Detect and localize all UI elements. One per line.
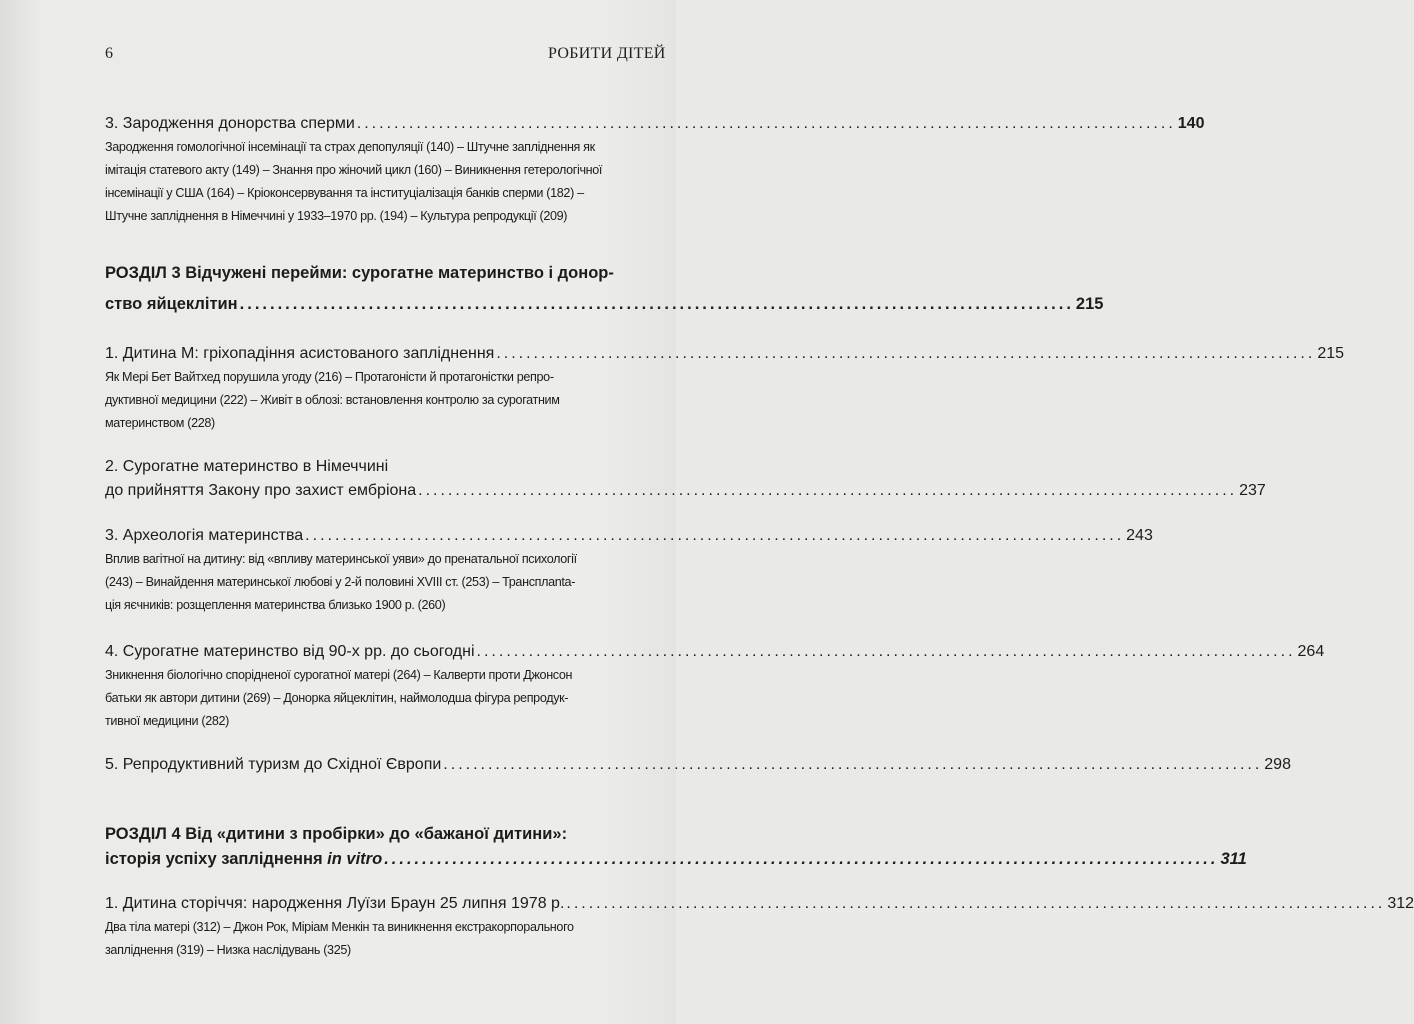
chapter-page: 311 [1220, 850, 1247, 868]
entry-subtopics: імітація статевого акту (149) – Знання про жіночий цикл (160) – Виникнення гетерологічної [105, 163, 603, 177]
entry-subtopics: Зникнення біологічно спорідненої сурогатної матері (264) – Калверти проти Джонсон [105, 668, 573, 682]
entry-page: 243 [1126, 527, 1153, 544]
entry-subtopics: материнством (228) [105, 416, 215, 430]
entry-title: 3. Археологія материнства [105, 527, 304, 544]
chapter-4-heading [105, 822, 1247, 872]
dot-leader [566, 892, 1385, 916]
toc-entry-4-1 [105, 892, 1414, 962]
dot-leader [384, 847, 1218, 872]
entry-page: 264 [1297, 643, 1325, 660]
chapter-3-heading [105, 261, 1104, 317]
entry-title: 3. Зародження донорства сперми [105, 115, 355, 132]
entry-title: 2. Сурогатне материнство в Німеччині [105, 458, 389, 475]
entry-page: 215 [1317, 345, 1345, 362]
entry-subtopics: інсемінації у США (164) – Кріоконсервування та інституціалізація банків сперми (182) – [105, 186, 584, 200]
entry-subtopics: батьки як автори дитини (269) – Донорка яйцеклітин, наймолодша фігура репродук- [105, 691, 569, 705]
entry-subtopics: Зародження гомологічної інсемінації та страх депопуляції (140) – Штучне запліднення як [105, 140, 595, 154]
chapter-title: РОЗДІЛ 3 Відчужені перейми: сурогатне материнство і донор- [105, 264, 614, 282]
chapter-title-cont: історія успіху запліднення [105, 850, 323, 868]
entry-subtopics: дуктивної медицини (222) – Живіт в облозі: встановлення контролю за сурогатним [105, 393, 560, 407]
entry-subtopics: тивної медицини (282) [105, 714, 230, 728]
entry-subtopics: Два тіла матері (312) – Джон Рок, Міріам Менкін та виникнення екстракорпорального [105, 920, 574, 934]
entry-title: 1. Дитина сторіччя: народження Луїзи Браун 25 липня 1978 р. [105, 895, 565, 912]
chapter-title-italic: in vitro [327, 850, 383, 868]
toc-entry-3-2 [105, 455, 1266, 503]
entry-subtopics: Штучне запліднення в Німеччині у 1933–1970 рр. (194) – Культура репродукції (209) [105, 209, 568, 223]
toc-entry-3-4 [105, 640, 1325, 733]
running-title: РОБИТИ ДІТЕЙ [548, 45, 666, 62]
dot-leader [357, 112, 1176, 136]
chapter-title: РОЗДІЛ 4 Від «дитини з пробірки» до «бажаної дитини»: [105, 825, 568, 843]
dot-leader [418, 479, 1237, 503]
dot-leader [240, 292, 1074, 317]
entry-title: 1. Дитина М: гріхопадіння асистованого запліднення [105, 345, 495, 362]
dot-leader [477, 640, 1296, 664]
entry-subtopics: ція яєчників: розщеплення материнства близько 1900 р. (260) [105, 598, 446, 612]
chapter-title-cont: ство яйцеклітин [105, 295, 238, 313]
toc-entry-3-1 [105, 342, 1345, 435]
entry-subtopics: (243) – Винайдення материнської любові у 2-й половині XVIII ст. (253) – Трансплanta- [105, 575, 576, 589]
entry-page: 140 [1177, 115, 1205, 132]
dot-leader [305, 524, 1124, 548]
dot-leader [443, 753, 1262, 777]
toc-entry-2-3 [105, 112, 1205, 228]
entry-page: 298 [1264, 756, 1291, 773]
entry-page: 312 [1387, 895, 1414, 912]
chapter-page: 215 [1075, 295, 1104, 313]
entry-subtopics: запліднення (319) – Низка наслідувань (325) [105, 943, 351, 957]
entry-title-cont: до прийняття Закону про захист ембріона [105, 482, 417, 499]
entry-page: 237 [1239, 482, 1266, 499]
page-number: 6 [105, 45, 113, 62]
entry-subtopics: Вплив вагітної на дитину: від «впливу материнської уяви» до пренатальної психології [105, 552, 577, 566]
entry-title: 4. Сурогатне материнство від 90-х рр. до сьогодні [105, 643, 475, 660]
toc-entry-3-3 [105, 524, 1153, 617]
dot-leader [496, 342, 1315, 366]
toc-entry-3-5 [105, 753, 1291, 777]
entry-title: 5. Репродуктивний туризм до Східної Європи [105, 756, 442, 773]
entry-subtopics: Як Мері Бет Вайтхед порушила угоду (216) – Протагоністи й протагоністки репро- [105, 370, 554, 384]
